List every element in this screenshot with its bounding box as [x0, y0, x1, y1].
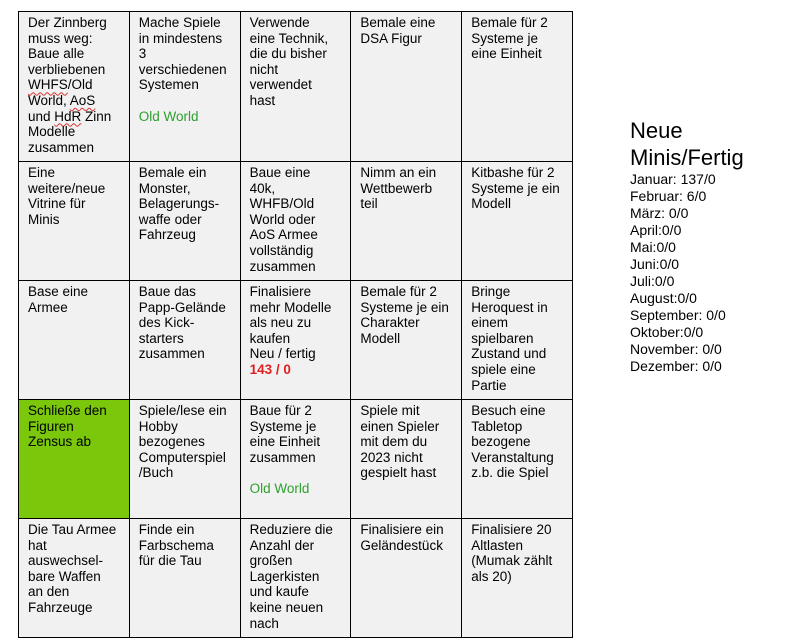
bingo-cell-line: Belagerungs- [138, 196, 220, 212]
bingo-cell-line: eine Einheit [471, 46, 542, 62]
bingo-row [19, 12, 573, 162]
bingo-cell-line: zusammen [249, 449, 316, 465]
bingo-cell-line: z.b. die Spiel [471, 465, 549, 481]
bingo-cell-line: Papp-Gelände [138, 299, 226, 315]
bingo-cell-line: an den [28, 584, 70, 600]
bingo-cell-line: 40k, [249, 180, 276, 196]
bingo-cell-line: Systeme je ein [471, 180, 560, 196]
bingo-cell [351, 12, 462, 162]
bingo-cell-line: Finde ein [138, 522, 195, 537]
bingo-row [19, 400, 573, 519]
month-entry: Oktober:0/0 [630, 324, 704, 340]
bingo-cell-line: Modelle [28, 124, 76, 140]
bingo-cell-line: Bemale für 2 [360, 284, 437, 299]
bingo-cell-line: eine Technik, [249, 30, 329, 46]
bingo-cell-line: Eine [28, 165, 56, 180]
bingo-cell-line: Veranstaltung [471, 449, 554, 465]
bingo-cell-line: hast [249, 92, 276, 108]
bingo-cell-line: nach [249, 615, 279, 631]
bingo-cell [462, 162, 573, 281]
bingo-cell-line: Hobby [138, 418, 178, 434]
bingo-cell-line: spiele eine [471, 361, 536, 377]
bingo-cell-line: Base eine [28, 284, 89, 299]
bingo-cell-note: Old World [138, 108, 199, 124]
bingo-cell-line: für die Tau [138, 553, 202, 569]
bingo-cell-line: /Buch [138, 465, 174, 481]
bingo-cell-line: Systeme je [471, 30, 538, 46]
bingo-cell [19, 12, 130, 162]
bingo-cell-line: Monster, [138, 180, 191, 196]
bingo-cell [462, 519, 573, 638]
bingo-cell-line: Nimm an ein [360, 165, 437, 180]
month-entry: März: 0/0 [630, 205, 689, 221]
bingo-cell-line: verbliebenen [28, 61, 106, 77]
tracker-panel [630, 117, 744, 375]
bingo-cell-line: AoS Armee [249, 227, 318, 243]
bingo-cell-line: als neu zu [249, 315, 312, 331]
bingo-cell-line: Anzahl der [249, 537, 315, 553]
bingo-cell-line: zusammen [138, 346, 205, 362]
bingo-cell-line: Zensus ab [28, 434, 92, 450]
bingo-cell-line: Bemale ein [138, 165, 207, 180]
tracker-title-line: Neue [630, 118, 683, 143]
bingo-row [19, 281, 573, 400]
month-entry: Februar: 6/0 [630, 188, 707, 204]
bingo-cell-line: Finalisiere ein [360, 522, 444, 537]
bingo-cell-line: WHFS/Old [28, 77, 93, 93]
month-entry: September: 0/0 [630, 307, 726, 323]
bingo-cell-line: Spiele/lese ein [138, 403, 227, 418]
bingo-cell-line: Vitrine für [28, 196, 86, 212]
bingo-cell-line: Partie [471, 377, 507, 393]
bingo-row [19, 162, 573, 281]
bingo-cell-line: Zustand und [471, 346, 547, 362]
bingo-cell-line: vollständig [249, 242, 314, 258]
bingo-cell-line: des Kick- [138, 315, 195, 331]
bingo-cell-line: Minis [28, 211, 60, 227]
bingo-cell-line: Systeme je ein [360, 299, 449, 315]
bingo-cell [351, 519, 462, 638]
bingo-cell-line: keine neuen [249, 599, 324, 615]
bingo-cell-line: WHFB/Old [249, 196, 315, 212]
bingo-cell-line: einem [471, 315, 508, 331]
bingo-cell-line: (Mumak zählt [471, 553, 553, 569]
bingo-cell-line: DSA Figur [360, 30, 422, 46]
bingo-cell-line: Neu / fertig [249, 346, 316, 362]
bingo-cell-line: auswechsel- [28, 553, 104, 569]
bingo-cell-line: World oder [249, 211, 316, 227]
bingo-cell-line: Die Tau Armee [28, 522, 117, 537]
bingo-cell-line: Fahrzeug [138, 227, 196, 243]
bingo-cell-line: Geländestück [360, 537, 443, 553]
bingo-cell-line: 3 [138, 46, 147, 62]
bingo-cell-line: teil [360, 196, 378, 212]
bingo-cell-line: Baue das [138, 284, 196, 299]
bingo-cell-line: bare Waffen [28, 568, 101, 584]
bingo-cell-line: Farbschema [138, 537, 214, 553]
bingo-cell-line: verwendet [249, 77, 312, 93]
bingo-cell-line: Bemale eine [360, 15, 436, 30]
bingo-cell-line: 2023 nicht [360, 449, 423, 465]
month-entry: Mai:0/0 [630, 239, 676, 255]
bingo-cell-line: in mindestens [138, 30, 223, 46]
bingo-cell-line: die du bisher [249, 46, 327, 62]
bingo-cell-line: bezogenes [138, 434, 205, 450]
bingo-cell-line: als 20) [471, 568, 512, 584]
bingo-cell [19, 519, 130, 638]
bingo-cell-line: gespielt hast [360, 465, 437, 481]
bingo-cell-line: Systeme je [249, 418, 317, 434]
bingo-cell-line: Der Zinnberg [28, 15, 107, 30]
bingo-cell [462, 281, 573, 400]
bingo-cell-line: nicht [249, 61, 279, 77]
bingo-cell [240, 519, 351, 638]
bingo-cell-line: hat [28, 537, 47, 553]
tracker-title-line: Minis/Fertig [630, 145, 744, 170]
bingo-cell-line: Modell [360, 330, 401, 346]
tracker-title [630, 117, 744, 171]
bingo-cell [351, 400, 462, 519]
month-entry: Juli:0/0 [630, 273, 675, 289]
bingo-cell [351, 162, 462, 281]
bingo-cell-line: Modell [471, 196, 511, 212]
bingo-cell-line: Computerspiel [138, 449, 226, 465]
bingo-cell [240, 400, 351, 519]
bingo-cell-line: muss weg: [28, 30, 93, 46]
bingo-cell-line: World, AoS [28, 92, 96, 108]
bingo-cell [19, 400, 130, 519]
bingo-cell-line: und HdR Zinn [28, 108, 112, 124]
bingo-cell [129, 281, 240, 400]
bingo-row [19, 519, 573, 638]
bingo-cell-line: mit dem du [360, 434, 428, 450]
bingo-cell-line: Lagerkisten [249, 568, 320, 584]
bingo-cell-line: bezogene [471, 434, 531, 450]
bingo-cell-line: eine Einheit [249, 434, 321, 450]
bingo-cell [19, 162, 130, 281]
bingo-cell-line: Kitbashe für 2 [471, 165, 555, 180]
month-entry: Juni:0/0 [630, 256, 680, 272]
bingo-cell-line: spielbaren [471, 330, 534, 346]
bingo-cell [462, 12, 573, 162]
bingo-cell-line: Baue für 2 [249, 403, 312, 418]
bingo-cell-note: Old World [249, 480, 310, 496]
bingo-cell-line: verschiedenen [138, 61, 227, 77]
bingo-cell-line: Systemen [138, 77, 199, 93]
bingo-cell [19, 281, 130, 400]
bingo-cell-line: Bringe [471, 284, 511, 299]
bingo-cell [129, 400, 240, 519]
month-list [630, 171, 744, 375]
bingo-cell-line: Baue alle [28, 46, 85, 62]
bingo-cell-line: waffe oder [138, 211, 202, 227]
bingo-cell-line: Heroquest in [471, 299, 548, 315]
bingo-cell-line: Finalisiere [249, 284, 312, 299]
bingo-cell-line: weitere/neue [28, 180, 106, 196]
month-entry: Januar: 137/0 [630, 171, 716, 187]
month-entry: Dezember: 0/0 [630, 358, 722, 374]
bingo-cell-line: Reduziere die [249, 522, 333, 537]
bingo-cell-line: Finalisiere 20 [471, 522, 552, 537]
bingo-cell-line: und kaufe [249, 584, 309, 600]
bingo-cell-line: Verwende [249, 15, 310, 30]
bingo-cell [240, 281, 351, 400]
bingo-cell-line: zusammen [28, 139, 95, 155]
month-entry: November: 0/0 [630, 341, 722, 357]
bingo-cell-line: Fahrzeuge [28, 599, 93, 615]
bingo-cell [129, 12, 240, 162]
bingo-cell-line: starters [138, 330, 184, 346]
month-entry: August:0/0 [630, 290, 697, 306]
bingo-cell-line: Altlasten [471, 537, 523, 553]
bingo-cell-line: Spiele mit [360, 403, 420, 418]
bingo-cell [129, 519, 240, 638]
bingo-cell-line: zusammen [249, 258, 316, 274]
bingo-cell-line: Mache Spiele [138, 15, 221, 30]
bingo-cell-line: mehr Modelle [249, 299, 332, 315]
bingo-cell-line: Wettbewerb [360, 180, 433, 196]
bingo-cell-line: Baue eine [249, 165, 311, 180]
bingo-cell-line: Bemale für 2 [471, 15, 548, 30]
bingo-cell [240, 162, 351, 281]
bingo-cell [240, 12, 351, 162]
bingo-cell-line: Charakter [360, 315, 420, 331]
bingo-cell [462, 400, 573, 519]
month-entry: April:0/0 [630, 222, 682, 238]
bingo-cell-note: 143 / 0 [249, 361, 291, 377]
bingo-cell-line: kaufen [249, 330, 291, 346]
bingo-cell-line: Besuch eine [471, 403, 546, 418]
bingo-cell-line: Armee [28, 299, 68, 315]
bingo-cell-line: großen [249, 553, 293, 569]
bingo-cell-line: Schließe den [28, 403, 107, 418]
bingo-cell [351, 281, 462, 400]
bingo-cell-line: Figuren [28, 418, 74, 434]
bingo-cell-line: Tabletop [471, 418, 523, 434]
bingo-cell [129, 162, 240, 281]
bingo-cell-line: einen Spieler [360, 418, 440, 434]
bingo-grid [18, 11, 573, 638]
